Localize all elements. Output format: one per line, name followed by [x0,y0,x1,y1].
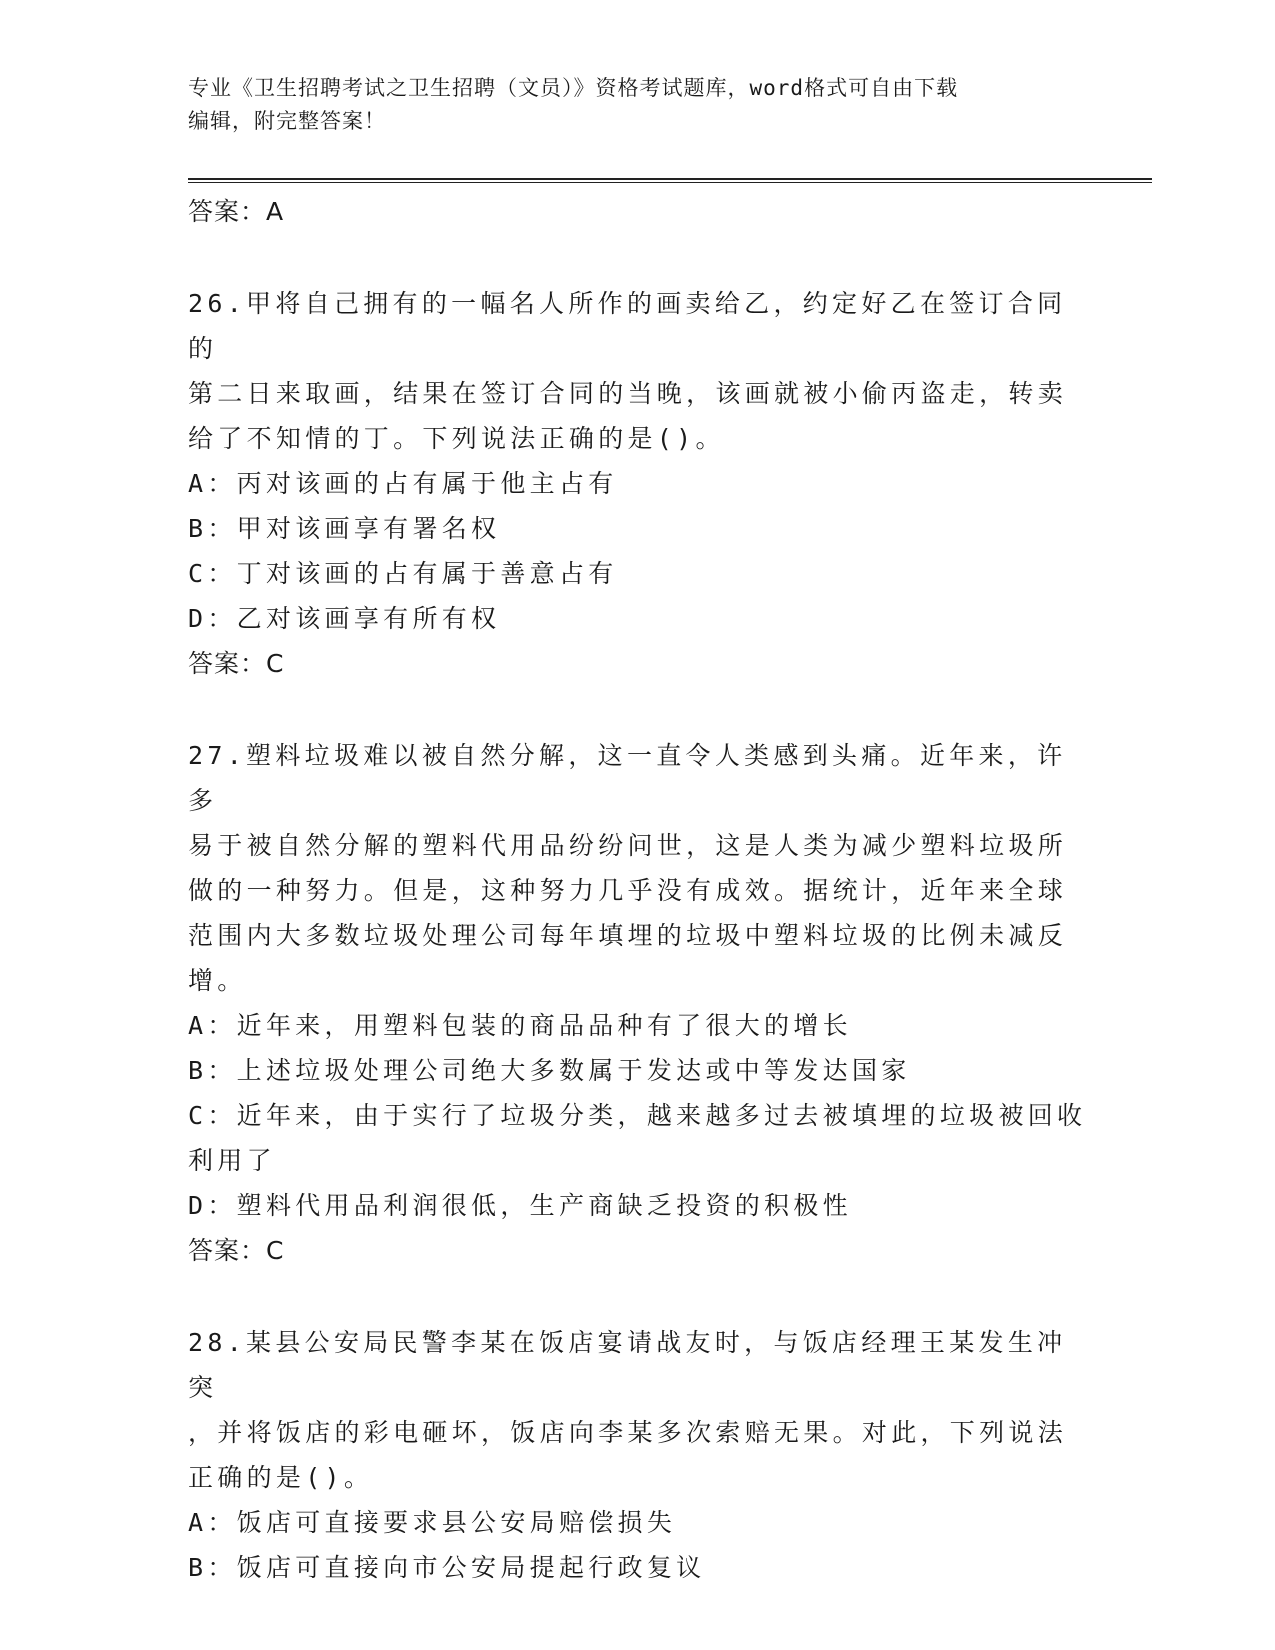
question-stem-line: 易于被自然分解的塑料代用品纷纷问世，这是人类为减少塑料垃圾所 [188,831,1068,860]
option-b: B：上述垃圾处理公司绝大多数属于发达或中等发达国家 [188,1056,911,1085]
previous-answer: 答案：A [188,197,285,226]
question-stem-line: 26.甲将自己拥有的一幅名人所作的画卖给乙，约定好乙在签订合同的 [188,289,1067,363]
question-stem-line: 给了不知情的丁。下列说法正确的是()。 [188,424,725,453]
option-d: D：塑料代用品利润很低，生产商缺乏投资的积极性 [188,1191,852,1220]
page-header [188,72,1088,138]
question-stem-line: 第二日来取画，结果在签订合同的当晚，该画就被小偷丙盗走，转卖 [188,379,1068,408]
answer-label: 答案：C [188,1236,285,1265]
option-c-continued: 利用了 [188,1146,276,1175]
question-stem-line: 27.塑料垃圾难以被自然分解，这一直令人类感到头痛。近年来，许多 [188,741,1067,815]
question-stem-line: 增。 [188,966,247,995]
question-stem-line: 做的一种努力。但是，这种努力几乎没有成效。据统计，近年来全球 [188,876,1068,905]
question-27 [188,733,1088,1273]
header-line-2: 编辑，附完整答案！ [188,109,386,133]
option-c: C：丁对该画的占有属于善意占有 [188,559,618,588]
option-b: B：甲对该画享有署名权 [188,514,501,543]
option-b: B：饭店可直接向市公安局提起行政复议 [188,1553,706,1582]
option-a: A：饭店可直接要求县公安局赔偿损失 [188,1508,677,1537]
option-d: D：乙对该画享有所有权 [188,604,501,633]
question-stem-line: 28.某县公安局民警李某在饭店宴请战友时，与饭店经理王某发生冲突 [188,1328,1067,1402]
header-divider [188,178,1152,183]
question-stem-line: 范围内大多数垃圾处理公司每年填埋的垃圾中塑料垃圾的比例未减反 [188,921,1068,950]
answer-label: 答案：C [188,649,285,678]
question-list [188,189,1088,1590]
header-line-1: 专业《卫生招聘考试之卫生招聘（文员）》资格考试题库，word格式可自由下载 [188,76,959,100]
option-a: A：丙对该画的占有属于他主占有 [188,469,618,498]
option-a: A：近年来，用塑料包装的商品品种有了很大的增长 [188,1011,852,1040]
question-26 [188,281,1088,686]
option-c: C：近年来，由于实行了垃圾分类，越来越多过去被填埋的垃圾被回收 [188,1101,1087,1130]
question-stem-line: 正确的是()。 [188,1463,374,1492]
question-stem-line: ，并将饭店的彩电砸坏，饭店向李某多次索赔无果。对此，下列说法 [188,1418,1068,1447]
question-28 [188,1320,1088,1590]
